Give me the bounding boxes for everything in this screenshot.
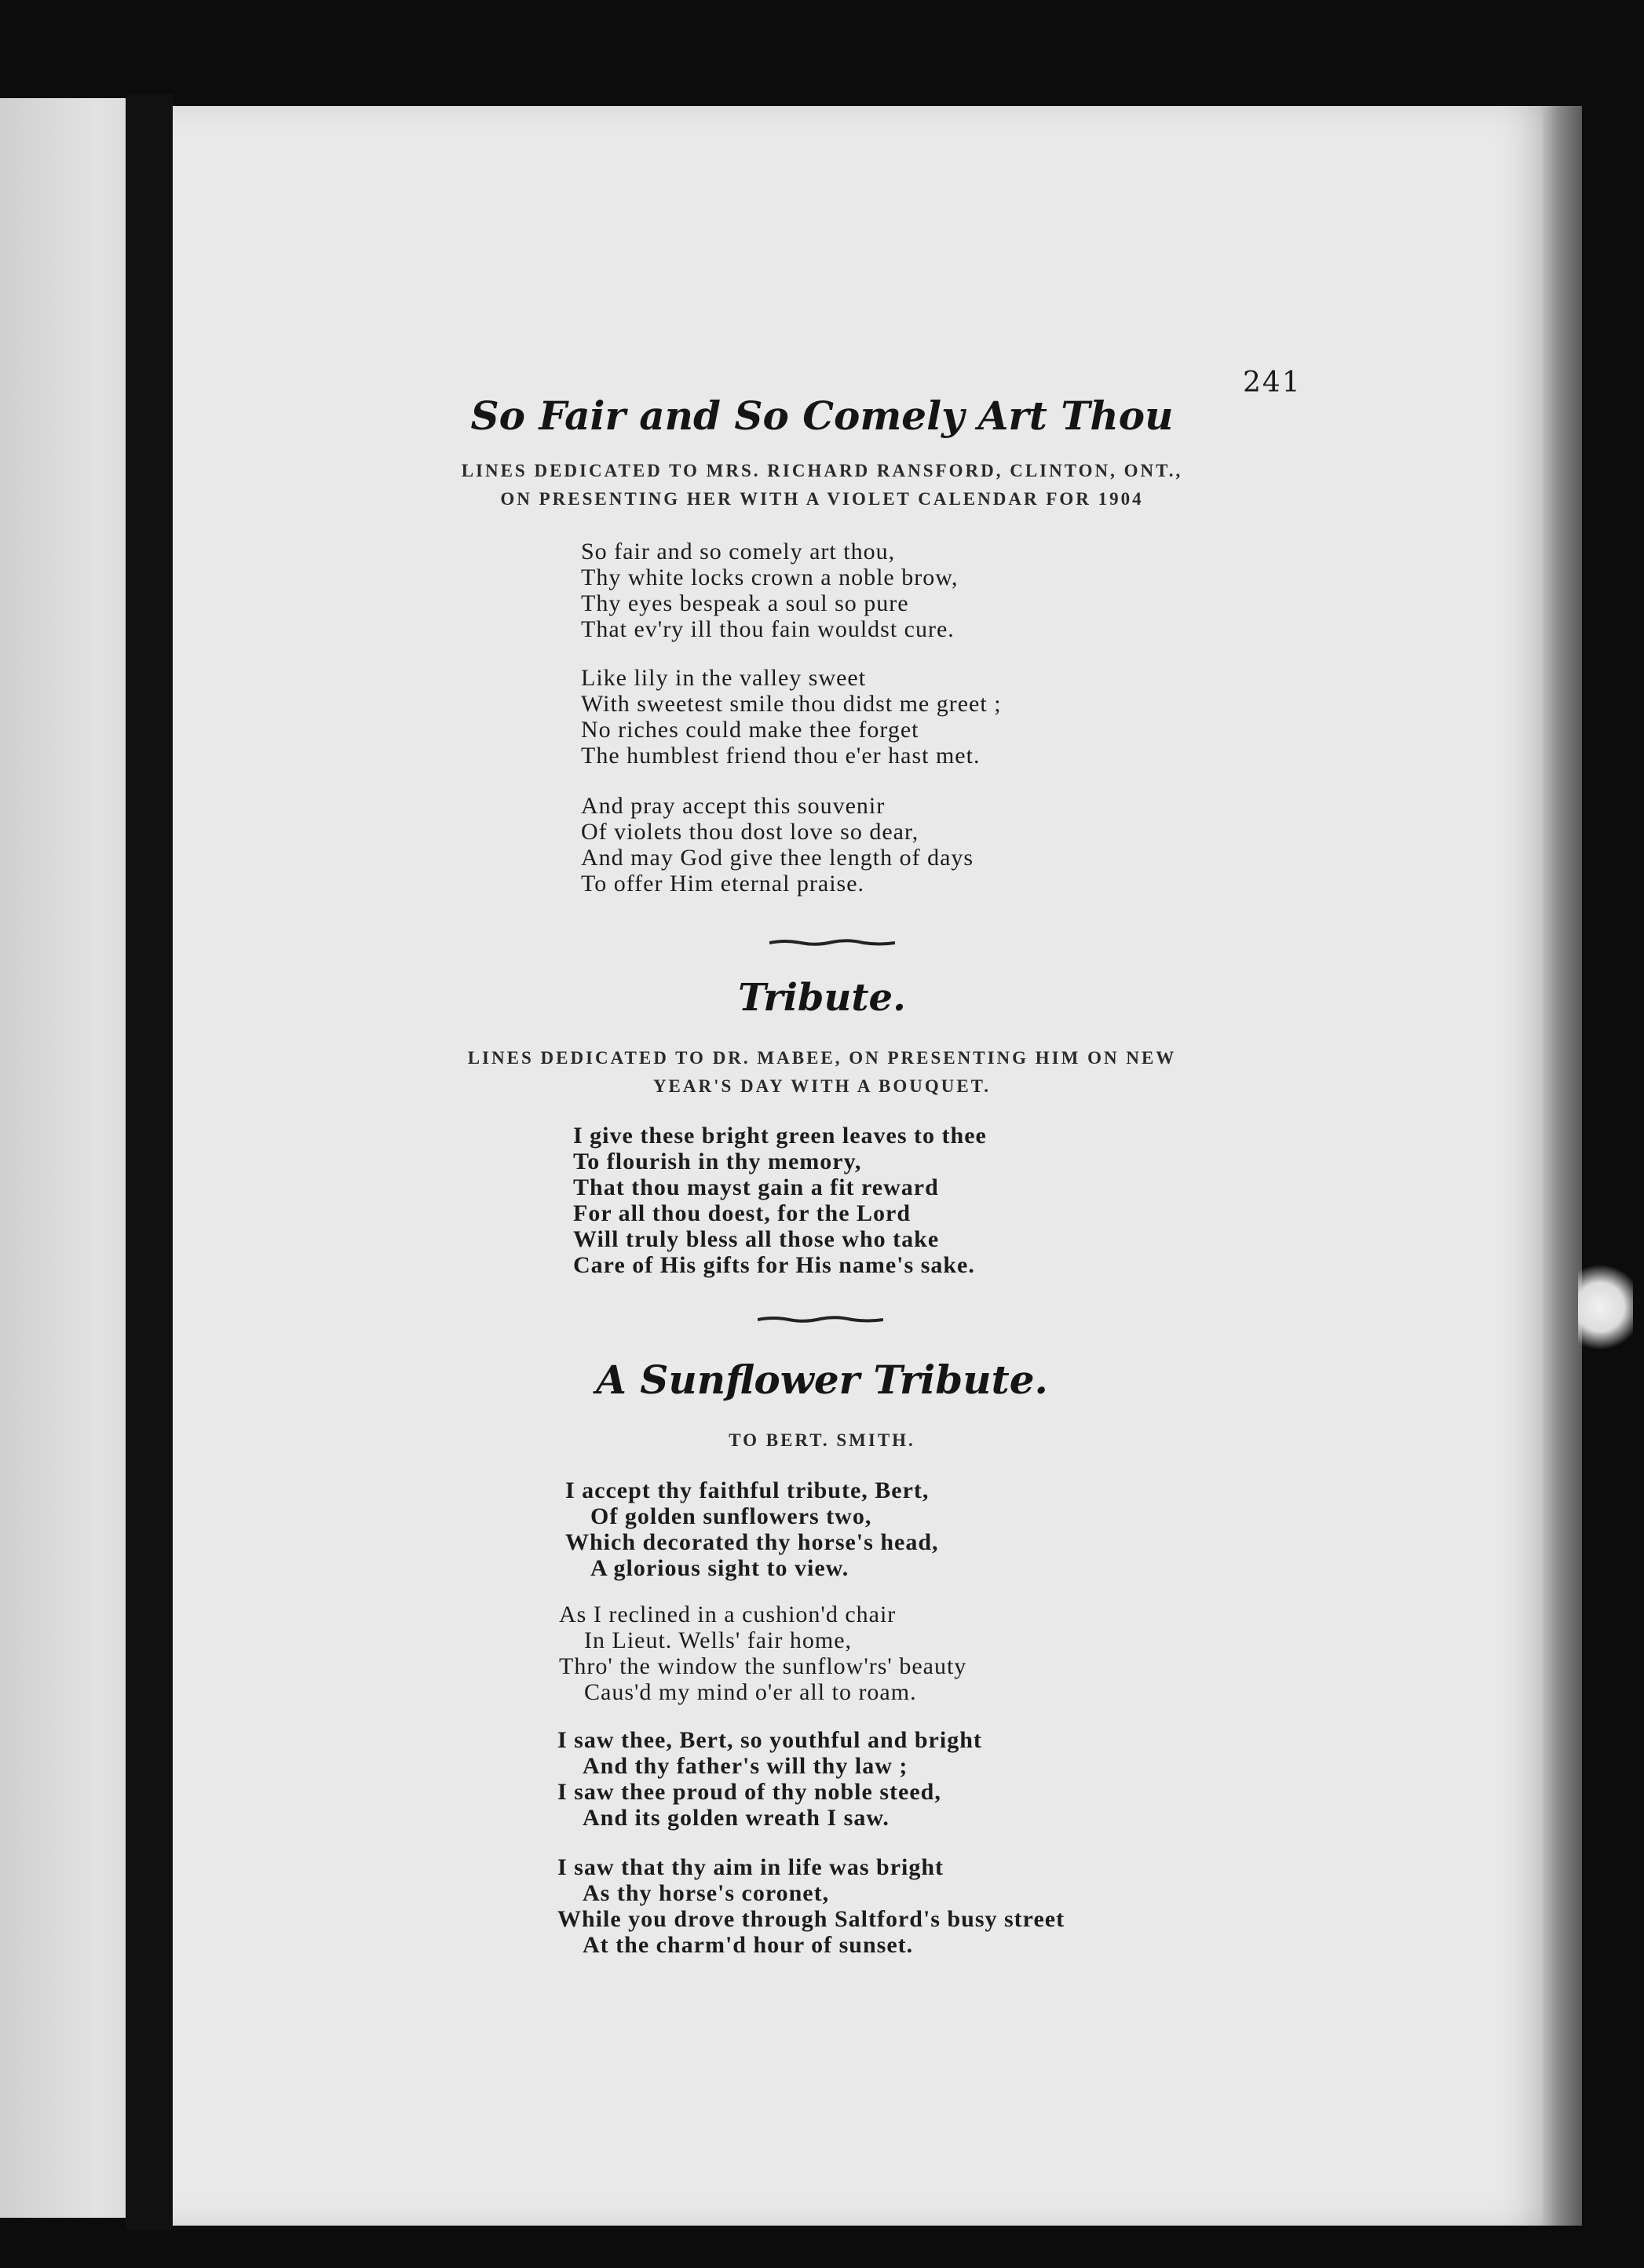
verse-line: I give these bright green leaves to thee bbox=[573, 1123, 987, 1149]
stanza bbox=[581, 793, 974, 897]
verse-line: As I reclined in a cushion'd chair bbox=[559, 1601, 897, 1627]
dedication-line: LINES DEDICATED TO DR. MABEE, ON PRESENTING HIM ON NEW bbox=[467, 1048, 1177, 1068]
poem-dedication bbox=[0, 1426, 1644, 1455]
verse-line: And thy father's will thy law ; bbox=[583, 1753, 908, 1779]
stanza bbox=[581, 539, 958, 642]
verse-line: And may God give thee length of days bbox=[581, 845, 974, 871]
poem-title: Tribute. bbox=[738, 976, 906, 1020]
dedication-line: TO BERT. SMITH. bbox=[729, 1430, 915, 1450]
dedication-line: LINES DEDICATED TO MRS. RICHARD RANSFORD, CLINTON, ONT., bbox=[461, 461, 1183, 480]
verse-line: Thro' the window the sunflow'rs' beauty bbox=[559, 1653, 967, 1679]
verse-line: Of golden sunflowers two, bbox=[590, 1503, 872, 1529]
ornament-divider bbox=[769, 938, 895, 948]
verse-line: The humblest friend thou e'er hast met. bbox=[581, 743, 981, 769]
stanza bbox=[565, 1477, 939, 1581]
verse-line: Caus'd my mind o'er all to roam. bbox=[584, 1679, 917, 1705]
verse-line: To flourish in thy memory, bbox=[573, 1149, 862, 1174]
verse-line: And its golden wreath I saw. bbox=[583, 1805, 890, 1831]
poem-dedication bbox=[0, 1044, 1644, 1101]
verse-line: Like lily in the valley sweet bbox=[581, 665, 867, 691]
verse-line: Care of His gifts for His name's sake. bbox=[573, 1252, 975, 1278]
verse-line: Of violets thou dost love so dear, bbox=[581, 819, 919, 845]
stanza bbox=[557, 1727, 982, 1831]
verse-line: For all thou doest, for the Lord bbox=[573, 1200, 912, 1226]
verse-line: While you drove through Saltford's busy street bbox=[557, 1906, 1065, 1932]
poem-title: A Sunflower Tribute. bbox=[596, 1357, 1048, 1403]
poem-dedication bbox=[0, 457, 1644, 513]
verse-line: I saw thee, Bert, so youthful and bright bbox=[557, 1727, 982, 1753]
verse-line: Thy eyes bespeak a soul so pure bbox=[581, 590, 909, 616]
page-number: 241 bbox=[1243, 367, 1302, 399]
verse-line: That thou mayst gain a fit reward bbox=[573, 1174, 939, 1200]
stanza bbox=[557, 1854, 1065, 1958]
verse-line: I accept thy faithful tribute, Bert, bbox=[565, 1477, 930, 1503]
paper-blemish bbox=[1578, 1256, 1633, 1358]
verse-line: Thy white locks crown a noble brow, bbox=[581, 564, 959, 590]
verse-line: I saw thee proud of thy noble steed, bbox=[557, 1779, 941, 1805]
verse-line: Will truly bless all those who take bbox=[573, 1226, 940, 1252]
verse-line: And pray accept this souvenir bbox=[581, 793, 886, 819]
verse-line: In Lieut. Wells' fair home, bbox=[584, 1627, 853, 1653]
speck bbox=[13, 1405, 16, 1409]
verse-line: That ev'ry ill thou fain wouldst cure. bbox=[581, 616, 955, 642]
poem-title: So Fair and So Comely Art Thou bbox=[470, 393, 1174, 439]
verse-line: At the charm'd hour of sunset. bbox=[583, 1932, 914, 1958]
verse-line: So fair and so comely art thou, bbox=[581, 539, 896, 564]
stanza bbox=[581, 665, 1002, 769]
verse-line: I saw that thy aim in life was bright bbox=[557, 1854, 944, 1880]
verse-line: Which decorated thy horse's head, bbox=[565, 1529, 939, 1555]
verse-line: As thy horse's coronet, bbox=[583, 1880, 830, 1906]
dedication-line: YEAR'S DAY WITH A BOUQUET. bbox=[652, 1076, 992, 1096]
dedication-line: ON PRESENTING HER WITH A VIOLET CALENDAR FOR 1904 bbox=[500, 489, 1144, 509]
verse-line: To offer Him eternal praise. bbox=[581, 871, 865, 897]
verse-line: With sweetest smile thou didst me greet ; bbox=[581, 691, 1002, 717]
verse-line: A glorious sight to view. bbox=[590, 1555, 849, 1581]
verse-line: No riches could make thee forget bbox=[581, 717, 919, 743]
stanza bbox=[559, 1601, 966, 1705]
ornament-divider bbox=[758, 1315, 883, 1324]
stanza bbox=[573, 1123, 987, 1278]
